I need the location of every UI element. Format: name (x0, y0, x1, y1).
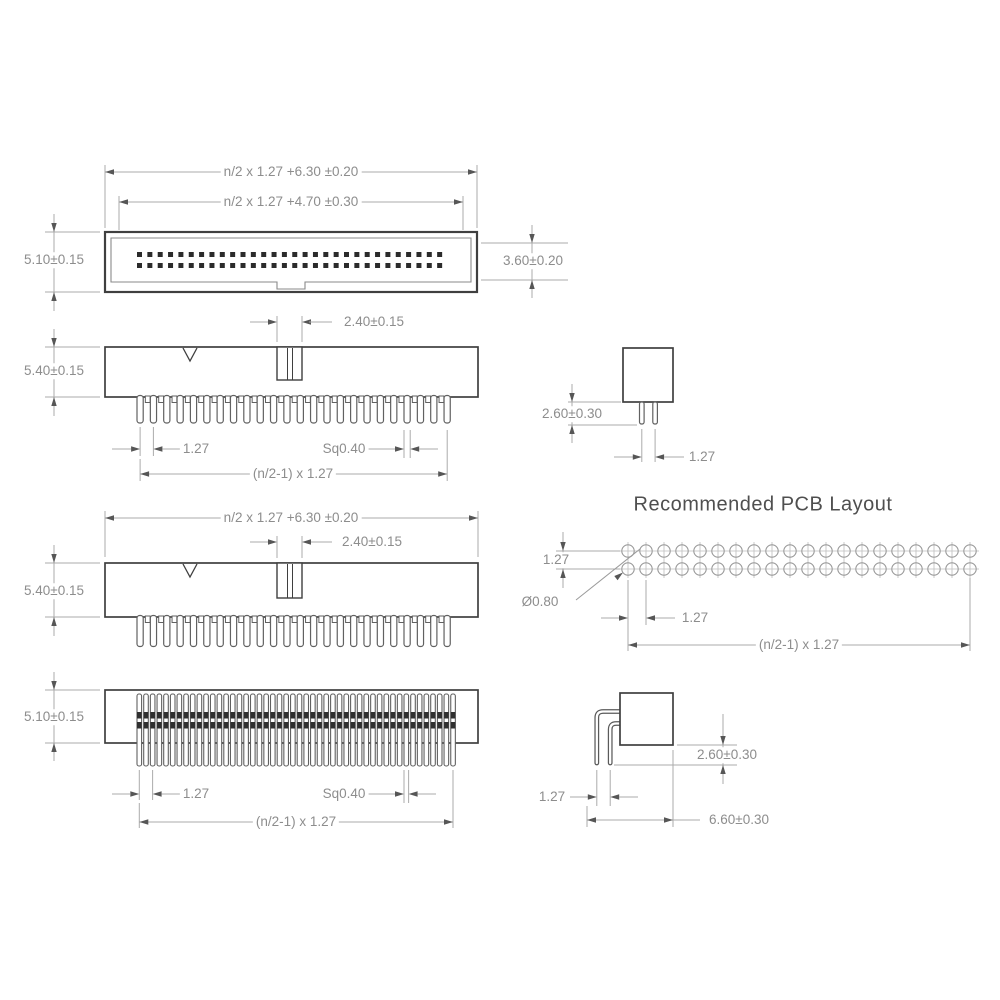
pcb-layout-linework (556, 532, 979, 651)
front-view-linework (45, 316, 478, 481)
dim-pcb-row-pitch: 1.27 (540, 552, 572, 568)
pcb-layout-title: Recommended PCB Layout (631, 494, 896, 517)
dim-top-cavity-width: n/2 x 1.27 +4.70 ±0.30 (221, 194, 362, 210)
dim-top-height: 5.10±0.15 (21, 252, 87, 268)
dim-front-height: 5.40±0.15 (21, 363, 87, 379)
dim-side-pin-pitch: 1.27 (686, 449, 718, 465)
dim-front-pin-pitch: 1.27 (180, 441, 212, 457)
dim-bottom-height: 5.10±0.15 (21, 709, 87, 725)
dim-right-angle-pin-length: 2.60±0.30 (694, 747, 760, 763)
dim-right-angle-pin-pitch: 1.27 (536, 789, 568, 805)
dim-front-long-key-width: 2.40±0.15 (339, 534, 405, 550)
dim-bottom-pin-span: (n/2-1) x 1.27 (253, 814, 339, 830)
dim-front-long-height: 5.40±0.15 (21, 583, 87, 599)
dim-front-pin-span: (n/2-1) x 1.27 (250, 466, 336, 482)
dim-front-key-width: 2.40±0.15 (341, 314, 407, 330)
dim-front-long-outer-width: n/2 x 1.27 +6.30 ±0.20 (221, 510, 362, 526)
dim-front-pin-size: Sq0.40 (320, 441, 369, 457)
dim-pcb-hole-diameter: Ø0.80 (519, 594, 562, 610)
bottom-view-linework (45, 672, 478, 828)
dim-side-pin-length: 2.60±0.30 (539, 406, 605, 422)
side-view-linework (568, 348, 684, 462)
dim-bottom-pin-pitch: 1.27 (180, 786, 212, 802)
dim-top-cavity-height: 3.60±0.20 (500, 253, 566, 269)
dim-pcb-hole-span: (n/2-1) x 1.27 (756, 637, 842, 653)
dim-bottom-pin-size: Sq0.40 (320, 786, 369, 802)
front-view-long-linework (45, 511, 478, 647)
dim-pcb-hole-pitch: 1.27 (679, 610, 711, 626)
top-view-linework (45, 165, 568, 311)
dim-right-angle-tail-length: 6.60±0.30 (706, 812, 772, 828)
dim-top-outer-width: n/2 x 1.27 +6.30 ±0.20 (221, 164, 362, 180)
